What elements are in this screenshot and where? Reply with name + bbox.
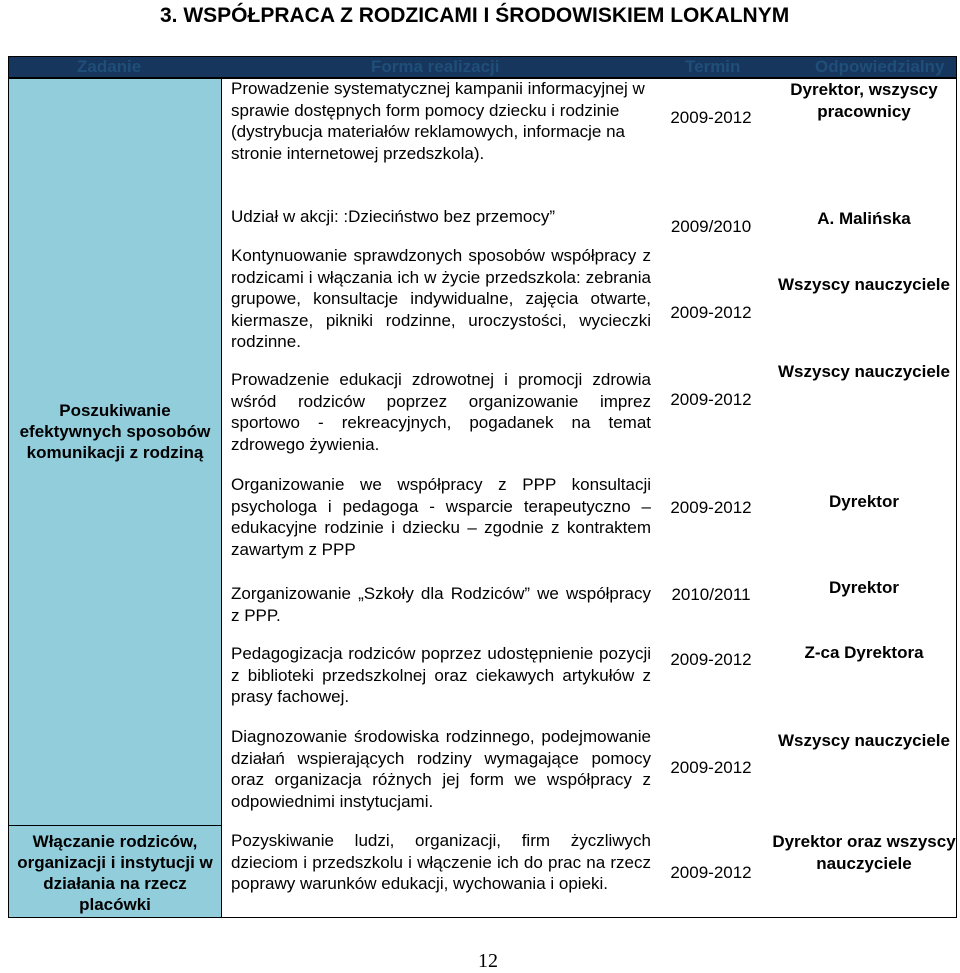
category-communication: Poszukiwanie efektywnych sposobów komunikacji z rodziną (19, 401, 211, 462)
table-header-row (8, 56, 957, 78)
table-row-term: 2009-2012 (670, 863, 752, 882)
table-row-term: 2009-2012 (670, 303, 752, 322)
table-row-term: 2009-2012 (670, 498, 752, 517)
table-row-form: Prowadzenie systematycznej kampanii informacyjnej w sprawie dostępnych form pomocy dziecku i rodzinie (dystrybucja materiałów reklamowych, informacje na stronie internetowej przedszkola). (231, 79, 645, 163)
table-row-term: 2009-2012 (670, 650, 752, 669)
table-row-responsible: Dyrektor (829, 578, 899, 597)
category-involvement: Włączanie rodziców, organizacji i instytucji w działania na rzecz placówki (17, 832, 213, 914)
table-row-form: Diagnozowanie środowiska rodzinnego, podejmowanie działań wspierających rodziny wymagające pomocy oraz organizacja różnych jej form we współpracy z odpowiednimi instytucjami. (231, 727, 651, 811)
table-row-form: Organizowanie we współpracy z PPP konsultacji psychologa i pedagoga - wsparcie terapeutyczno – edukacyjne rodzinie i dziecku – zgodnie z kontraktem zawartym z PPP (231, 475, 651, 559)
category-divider (8, 825, 222, 826)
category-column-background (9, 78, 221, 917)
table-row-responsible: Wszyscy nauczyciele (778, 275, 950, 294)
column-divider (221, 78, 222, 918)
header-term: Termin (685, 57, 741, 76)
table-row-form: Pedagogizacja rodziców poprzez udostępnienie pozycji z biblioteki przedszkolnej oraz ciekawych artykułów z prasy fachowej. (231, 644, 651, 706)
table-row-form: Zorganizowanie „Szkoły dla Rodziców” we współpracy z PPP. (231, 584, 651, 625)
header-responsible: Odpowiedzialny (815, 57, 945, 76)
table-row-form: Prowadzenie edukacji zdrowotnej i promocji zdrowia wśród rodziców poprzez organizowanie imprez sportowo - rekreacyjnych, pogadanek na temat zdrowego żywienia. (231, 370, 651, 454)
table-row-responsible: Wszyscy nauczyciele (778, 362, 950, 381)
table-row-form: Kontynuowanie sprawdzonych sposobów współpracy z rodzicami i włączania ich w życie przedszkola: zebrania grupowe, konsultacje indywidualne, zajęcia otwarte, kiermasze, pikniki rodzinne, uroczystości, wycieczki rodzinne. (231, 246, 651, 351)
table-row-term: 2009/2010 (670, 217, 752, 236)
table-row-term: 2009-2012 (670, 390, 752, 409)
header-form: Forma realizacji (371, 57, 500, 76)
table-row-responsible: Dyrektor (829, 492, 899, 511)
section-title: 3. WSPÓŁPRACA Z RODZICAMI I ŚRODOWISKIEM LOKALNYM (160, 4, 790, 27)
table-row-term: 2009-2012 (670, 758, 752, 777)
table-row-form: Pozyskiwanie ludzi, organizacji, firm życzliwych dzieciom i przedszkolu i włączenie ich do prac na rzecz poprawy warunków edukacji, wychowania i opieki. (231, 831, 651, 893)
table-row-term: 2010/2011 (671, 585, 751, 604)
header-task: Zadanie (77, 57, 142, 76)
table-row-term: 2009-2012 (670, 108, 752, 127)
page-number: 12 (478, 950, 498, 972)
table-row-responsible: Dyrektor oraz wszyscy nauczyciele (772, 832, 956, 873)
table-row-responsible: Wszyscy nauczyciele (778, 731, 950, 750)
table-row-form: Udział w akcji: :Dzieciństwo bez przemocy” (231, 207, 556, 226)
table-row-responsible: A. Malińska (817, 209, 911, 228)
table-row-responsible: Z-ca Dyrektora (804, 643, 924, 662)
table-row-responsible: Dyrektor, wszyscy pracownicy (790, 80, 938, 121)
